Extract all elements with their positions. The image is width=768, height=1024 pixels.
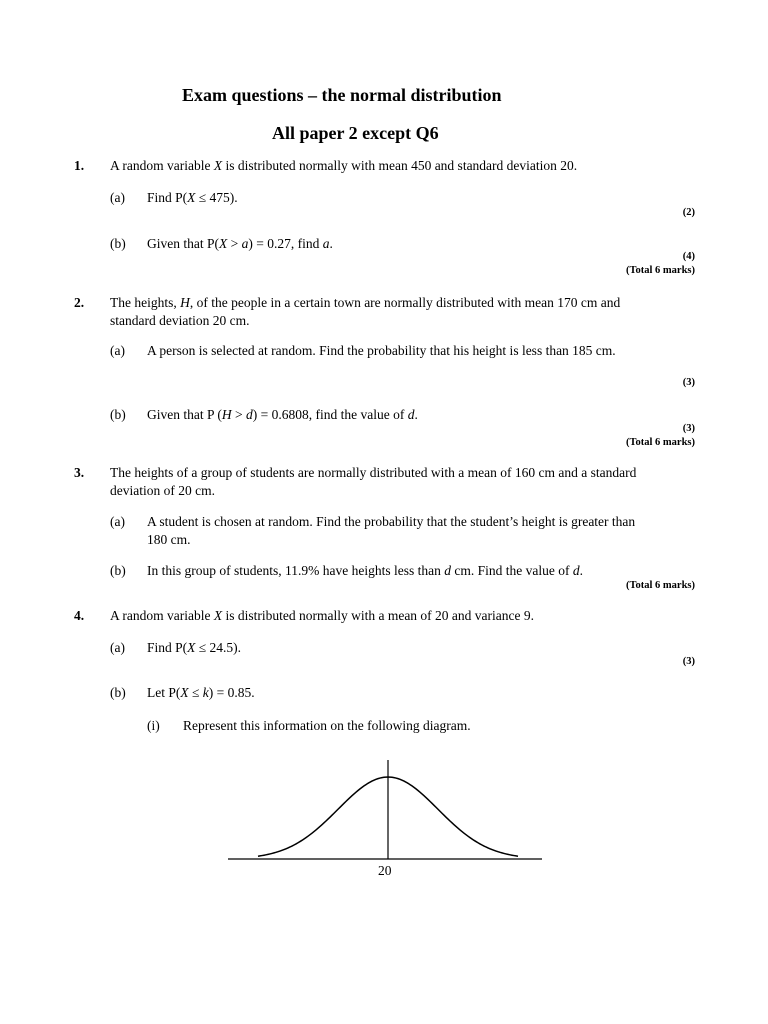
question-3b-label: (b) — [110, 563, 126, 578]
question-4-stem: A random variable X is distributed normally with a mean of 20 and variance 9. — [110, 608, 535, 623]
question-3-number: 3. — [74, 465, 85, 480]
question-1a-text: Find P(X ≤ 475). — [147, 190, 238, 205]
question-2a-marks: (3) — [682, 377, 695, 388]
question-4a-marks: (3) — [682, 656, 695, 667]
question-4bi-label: (i) — [147, 718, 160, 733]
question-2-stem: The heights, H, of the people in a certain town are normally distributed with mean 170 cm and standard deviation 20 cm. — [110, 295, 621, 328]
question-3-total: (Total 6 marks) — [625, 580, 695, 591]
question-2-number: 2. — [74, 295, 85, 310]
question-2a-label: (a) — [110, 343, 125, 358]
question-1-number: 1. — [74, 158, 85, 173]
question-1b-text: Given that P(X > a) = 0.27, find a. — [147, 236, 333, 251]
question-3-stem: The heights of a group of students are normally distributed with a mean of 160 cm and a standard deviation of 20 cm. — [110, 465, 637, 498]
diagram-bell-curve — [258, 777, 518, 856]
question-4a-label: (a) — [110, 640, 125, 655]
question-4b-label: (b) — [110, 685, 126, 700]
question-4bi-text: Represent this information on the following diagram. — [183, 718, 471, 733]
question-1-total: (Total 6 marks) — [625, 265, 695, 276]
question-1a-marks: (2) — [682, 207, 695, 218]
page-title: Exam questions – the normal distribution — [182, 85, 502, 105]
question-3b-text: In this group of students, 11.9% have heights less than d cm. Find the value of d. — [147, 563, 583, 578]
question-1b-label: (b) — [110, 236, 126, 251]
diagram-mean-label: 20 — [378, 863, 392, 878]
question-4b-text: Let P(X ≤ k) = 0.85. — [147, 685, 255, 700]
question-2-total: (Total 6 marks) — [625, 437, 695, 448]
question-2b-marks: (3) — [682, 423, 695, 434]
page-subtitle: All paper 2 except Q6 — [272, 123, 439, 143]
question-3a-text: A student is chosen at random. Find the probability that the student’s height is greater than 180 cm. — [147, 514, 636, 547]
question-4-number: 4. — [74, 608, 85, 623]
question-1b-marks: (4) — [682, 251, 695, 262]
question-1-stem: A random variable X is distributed normally with mean 450 and standard deviation 20. — [110, 158, 578, 173]
question-2b-label: (b) — [110, 407, 126, 422]
question-3a-label: (a) — [110, 514, 125, 529]
question-2a-text: A person is selected at random. Find the probability that his height is less than 185 cm. — [147, 343, 616, 358]
question-1a-label: (a) — [110, 190, 125, 205]
question-4a-text: Find P(X ≤ 24.5). — [147, 640, 242, 655]
question-2b-text: Given that P (H > d) = 0.6808, find the value of d. — [147, 407, 418, 422]
